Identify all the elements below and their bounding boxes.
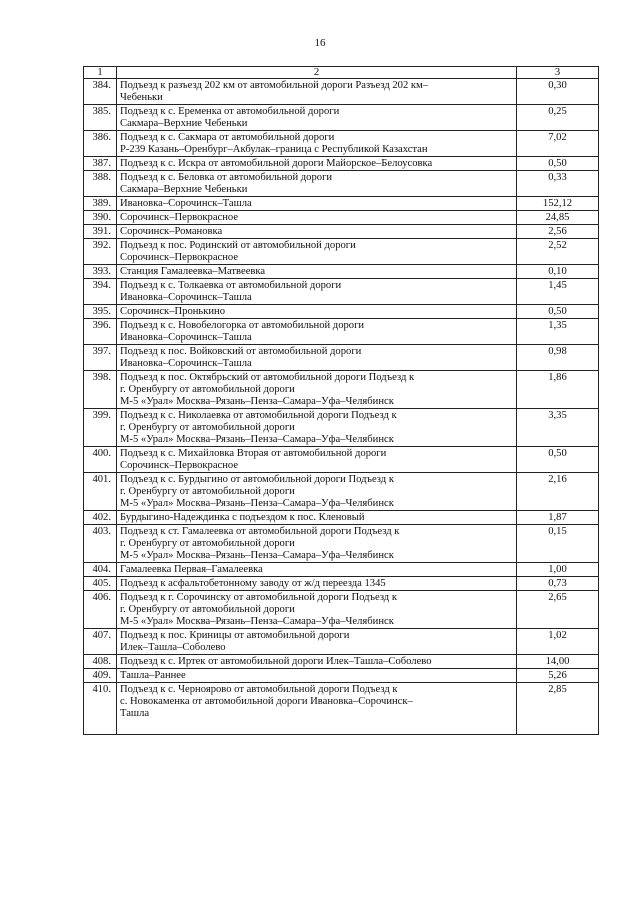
road-name-cell: Подъезд к с. Черноярово от автомобильной дороги Подъезд к с. Новокаменка от автомобильной дороги Ивановка–Сорочинск– Ташла [117,683,517,735]
road-name-cell: Ивановка–Сорочинск–Ташла [117,197,517,211]
road-name-cell: Подъезд к ст. Гамалеевка от автомобильной дороги Подъезд к г. Оренбургу от автомобильной дороги М-5 «Урал» Москва–Рязань–Пенза–Самара–Уфа–Челябинск [117,525,517,563]
length-value-cell: 2,85 [517,683,599,735]
road-name-cell: Подъезд к пос. Октябрьский от автомобильной дороги Подъезд к г. Оренбургу от автомобильной дороги М-5 «Урал» Москва–Рязань–Пенза–Самара–Уфа–Челябинск [117,371,517,409]
table-row [84,305,599,319]
column-header-3: 3 [517,67,599,79]
row-number-cell: 384. [84,79,117,105]
road-name-cell: Ташла–Раннее [117,669,517,683]
length-value-cell: 1,35 [517,319,599,345]
row-number-cell: 398. [84,371,117,409]
table-row [84,683,599,735]
road-name-cell: Подъезд к с. Беловка от автомобильной дороги Сакмара–Верхние Чебеньки [117,171,517,197]
road-name-cell: Подъезд к с. Искра от автомобильной дороги Майорское–Белоусовка [117,157,517,171]
row-number-cell: 399. [84,409,117,447]
table-row [84,447,599,473]
row-number-cell: 402. [84,511,117,525]
road-name-cell: Сорочинск–Первокрасное [117,211,517,225]
row-number-cell: 405. [84,577,117,591]
row-number-cell: 397. [84,345,117,371]
table-row [84,371,599,409]
table-row [84,591,599,629]
table-row [84,105,599,131]
table-row [84,345,599,371]
road-name-cell: Гамалеевка Первая–Гамалеевка [117,563,517,577]
length-value-cell: 2,52 [517,239,599,265]
row-number-cell: 403. [84,525,117,563]
length-value-cell: 14,00 [517,655,599,669]
road-name-cell: Подъезд к с. Новобелогорка от автомобильной дороги Ивановка–Сорочинск–Ташла [117,319,517,345]
row-number-cell: 390. [84,211,117,225]
table-row [84,157,599,171]
row-number-cell: 407. [84,629,117,655]
road-name-cell: Подъезд к пос. Родинский от автомобильной дороги Сорочинск–Первокрасное [117,239,517,265]
road-name-cell: Подъезд к разъезд 202 км от автомобильной дороги Разъезд 202 км– Чебеньки [117,79,517,105]
road-name-cell: Сорочинск–Романовка [117,225,517,239]
table-row [84,197,599,211]
length-value-cell: 1,02 [517,629,599,655]
row-number-cell: 393. [84,265,117,279]
length-value-cell: 0,73 [517,577,599,591]
table-row [84,629,599,655]
column-header-1: 1 [84,67,117,79]
row-number-cell: 409. [84,669,117,683]
table-row [84,171,599,197]
road-name-cell: Подъезд к с. Толкаевка от автомобильной дороги Ивановка–Сорочинск–Ташла [117,279,517,305]
roads-table [83,66,599,735]
row-number-cell: 385. [84,105,117,131]
table-header-row [84,67,599,79]
length-value-cell: 152,12 [517,197,599,211]
table-row [84,563,599,577]
road-name-cell: Подъезд к с. Бурдыгино от автомобильной дороги Подъезд к г. Оренбургу от автомобильной дороги М-5 «Урал» Москва–Рязань–Пенза–Самара–Уфа–Челябинск [117,473,517,511]
length-value-cell: 0,30 [517,79,599,105]
road-name-cell: Станция Гамалеевка–Матвеевка [117,265,517,279]
road-name-cell: Подъезд к с. Михайловка Вторая от автомобильной дороги Сорочинск–Первокрасное [117,447,517,473]
length-value-cell: 2,16 [517,473,599,511]
table-row [84,79,599,105]
road-name-cell: Подъезд к пос. Войковский от автомобильной дороги Ивановка–Сорочинск–Ташла [117,345,517,371]
length-value-cell: 3,35 [517,409,599,447]
table-row [84,511,599,525]
length-value-cell: 5,26 [517,669,599,683]
length-value-cell: 0,50 [517,305,599,319]
road-name-cell: Сорочинск–Пронькино [117,305,517,319]
length-value-cell: 2,65 [517,591,599,629]
row-number-cell: 395. [84,305,117,319]
road-name-cell: Подъезд к г. Сорочинску от автомобильной дороги Подъезд к г. Оренбургу от автомобильной дороги М-5 «Урал» Москва–Рязань–Пенза–Самара–Уфа–Челябинск [117,591,517,629]
table-row [84,669,599,683]
length-value-cell: 24,85 [517,211,599,225]
row-number-cell: 394. [84,279,117,305]
row-number-cell: 410. [84,683,117,735]
length-value-cell: 2,56 [517,225,599,239]
length-value-cell: 1,00 [517,563,599,577]
length-value-cell: 0,15 [517,525,599,563]
row-number-cell: 389. [84,197,117,211]
table-row [84,225,599,239]
row-number-cell: 386. [84,131,117,157]
road-name-cell: Подъезд к пос. Криницы от автомобильной дороги Илек–Ташла–Соболево [117,629,517,655]
row-number-cell: 408. [84,655,117,669]
length-value-cell: 1,87 [517,511,599,525]
table-row [84,409,599,447]
table-row [84,319,599,345]
row-number-cell: 401. [84,473,117,511]
table-row [84,239,599,265]
road-name-cell: Подъезд к с. Иртек от автомобильной дороги Илек–Ташла–Соболево [117,655,517,669]
row-number-cell: 396. [84,319,117,345]
column-header-2: 2 [117,67,517,79]
table-row [84,473,599,511]
row-number-cell: 400. [84,447,117,473]
length-value-cell: 7,02 [517,131,599,157]
row-number-cell: 388. [84,171,117,197]
page-number: 16 [314,37,326,49]
length-value-cell: 0,25 [517,105,599,131]
table-row [84,211,599,225]
length-value-cell: 1,86 [517,371,599,409]
table-row [84,655,599,669]
table-row [84,131,599,157]
road-name-cell: Подъезд к асфальтобетонному заводу от ж/д переезда 1345 [117,577,517,591]
length-value-cell: 0,10 [517,265,599,279]
road-name-cell: Подъезд к с. Николаевка от автомобильной дороги Подъезд к г. Оренбургу от автомобильной дороги М-5 «Урал» Москва–Рязань–Пенза–Самара–Уфа–Челябинск [117,409,517,447]
table-body [84,79,599,735]
road-name-cell: Подъезд к с. Сакмара от автомобильной дороги Р-239 Казань–Оренбург–Акбулак–граница с Республикой Казахстан [117,131,517,157]
table-row [84,577,599,591]
length-value-cell: 0,50 [517,447,599,473]
row-number-cell: 406. [84,591,117,629]
table-row [84,265,599,279]
row-number-cell: 404. [84,563,117,577]
row-number-cell: 392. [84,239,117,265]
length-value-cell: 0,98 [517,345,599,371]
row-number-cell: 387. [84,157,117,171]
table-row [84,525,599,563]
length-value-cell: 0,33 [517,171,599,197]
table-row [84,279,599,305]
length-value-cell: 0,50 [517,157,599,171]
road-name-cell: Бурдыгино-Надеждинка с подъездом к пос. Кленовый [117,511,517,525]
row-number-cell: 391. [84,225,117,239]
length-value-cell: 1,45 [517,279,599,305]
road-name-cell: Подъезд к с. Еременка от автомобильной дороги Сакмара–Верхние Чебеньки [117,105,517,131]
